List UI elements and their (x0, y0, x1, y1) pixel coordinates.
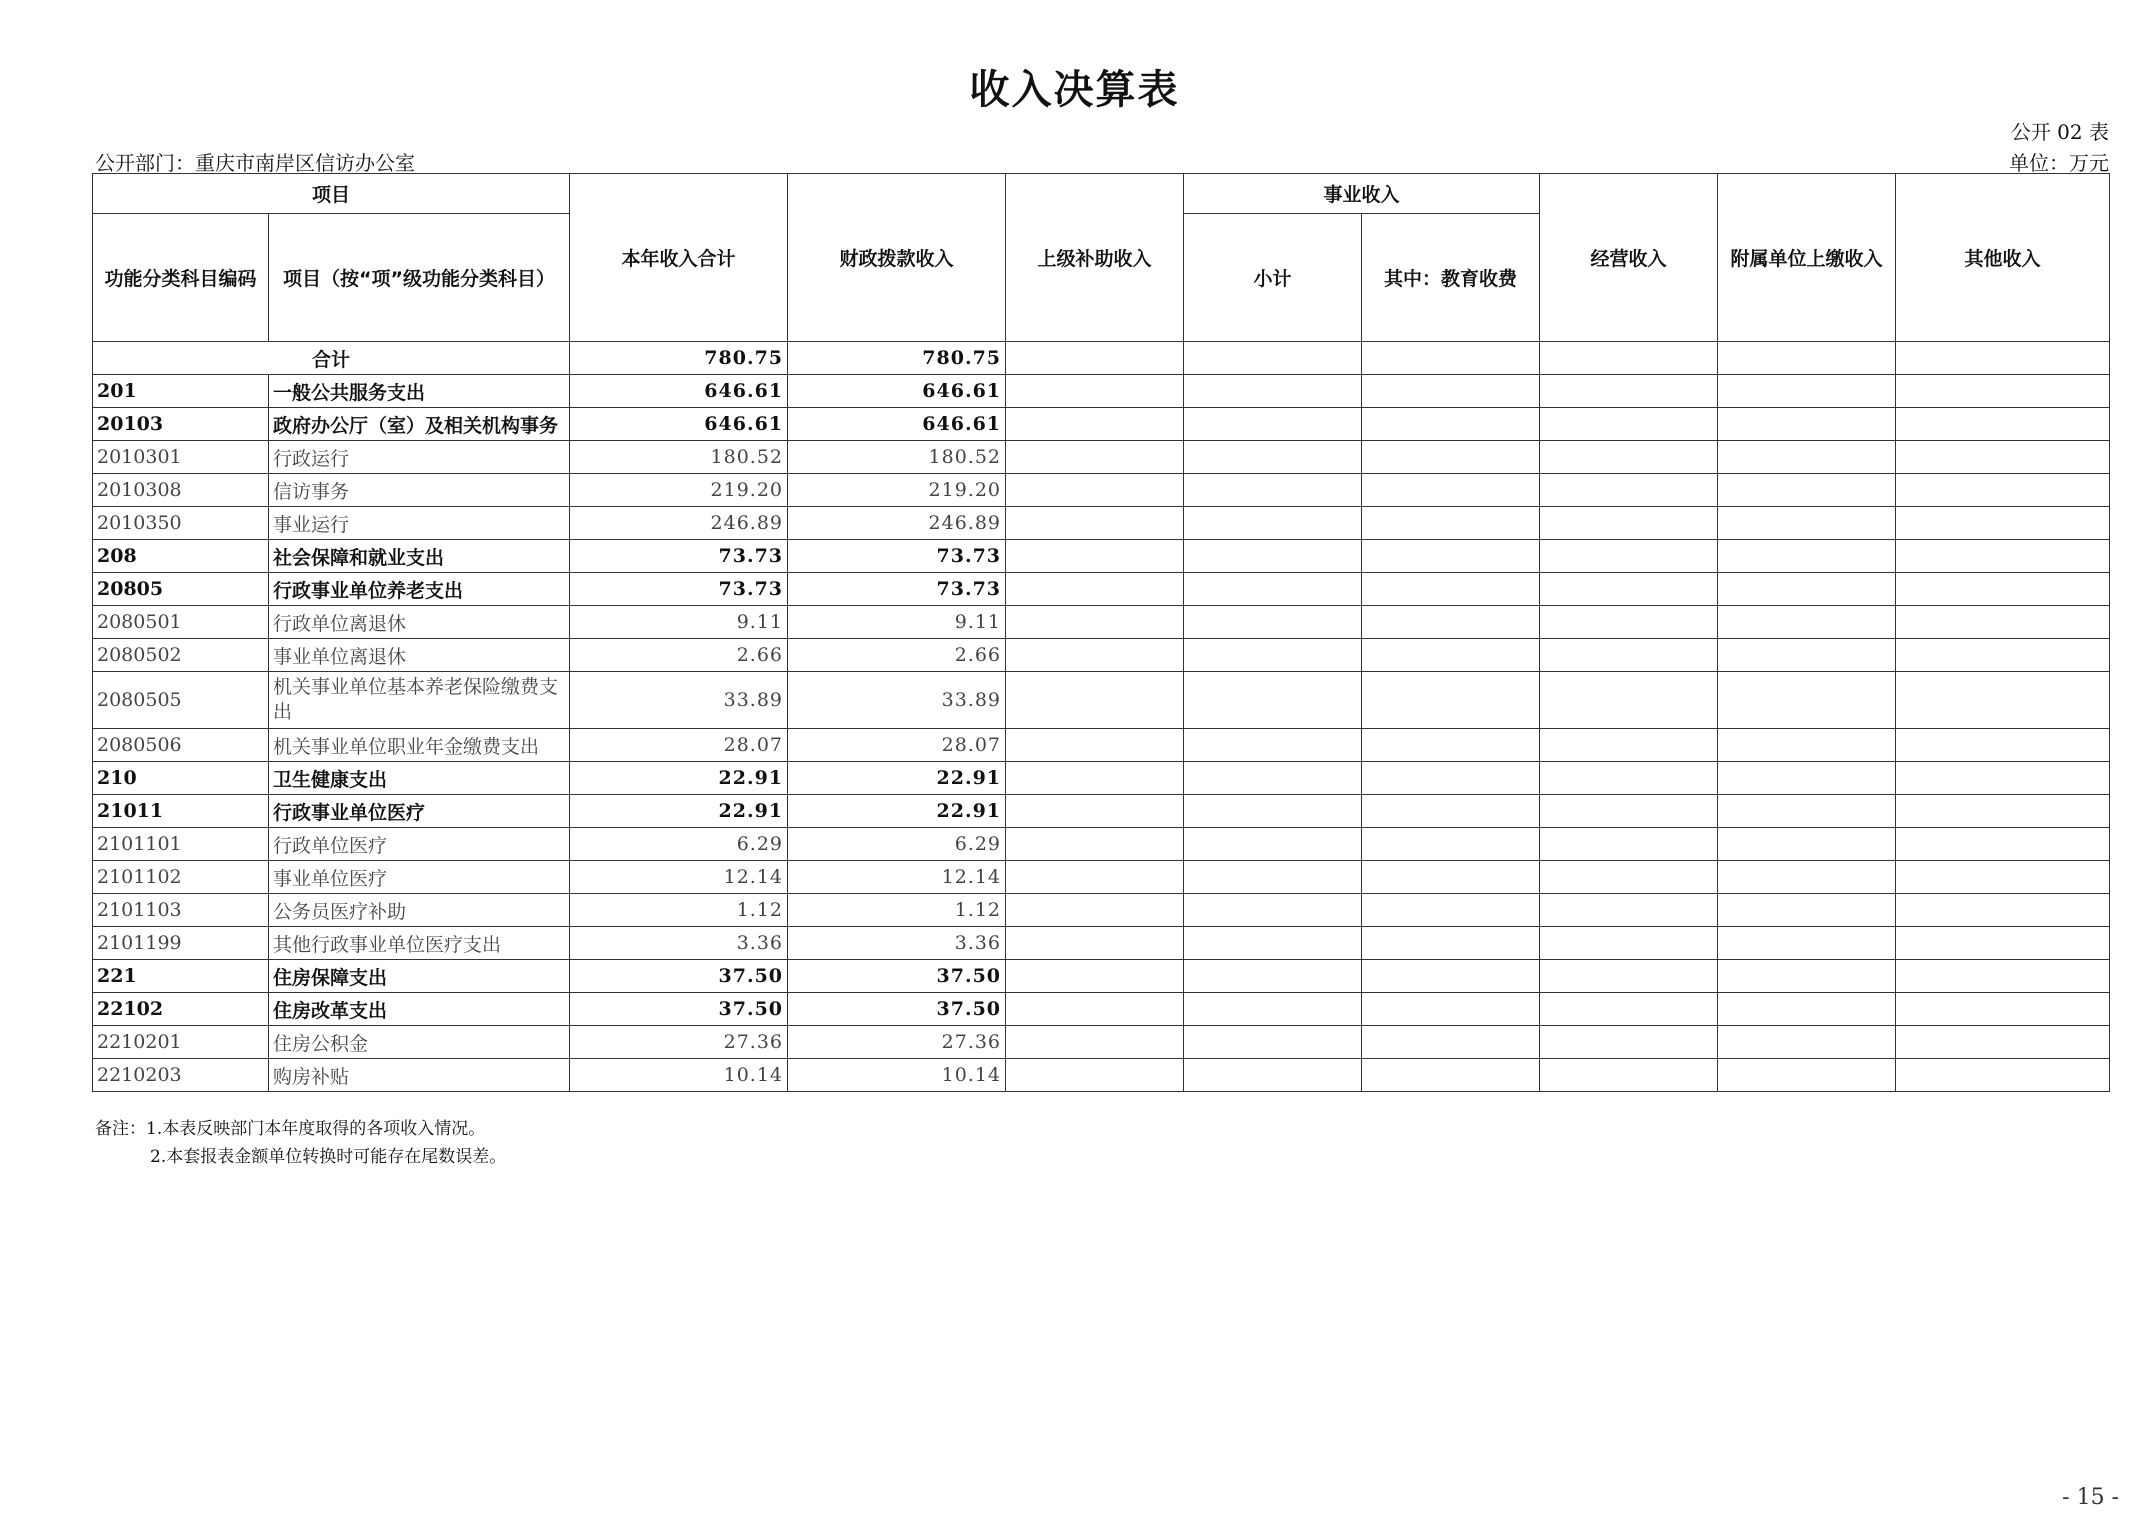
empty-cell (1184, 573, 1362, 606)
empty-cell (1184, 672, 1362, 729)
name-cell: 公务员医疗补助 (269, 894, 570, 927)
total-income-cell: 33.89 (570, 672, 788, 729)
total-income-cell: 180.52 (570, 441, 788, 474)
empty-cell (1896, 639, 2110, 672)
name-cell: 行政单位医疗 (269, 828, 570, 861)
name-cell: 事业运行 (269, 507, 570, 540)
total-label: 合计 (93, 342, 570, 375)
empty-cell (1718, 507, 1896, 540)
code-cell: 2210203 (93, 1059, 269, 1092)
empty-cell (1184, 441, 1362, 474)
name-cell: 行政单位离退休 (269, 606, 570, 639)
empty-cell (1540, 540, 1718, 573)
empty-cell (1896, 861, 2110, 894)
empty-cell (1184, 1026, 1362, 1059)
empty-cell (1184, 1059, 1362, 1092)
empty-cell (1006, 861, 1184, 894)
fiscal-cell: 1.12 (788, 894, 1006, 927)
total-income-cell: 73.73 (570, 573, 788, 606)
fiscal-cell: 22.91 (788, 795, 1006, 828)
total-income-cell: 646.61 (570, 375, 788, 408)
empty-cell (1006, 639, 1184, 672)
empty-cell (1540, 1059, 1718, 1092)
empty-cell (1540, 1026, 1718, 1059)
empty-cell (1362, 993, 1540, 1026)
code-cell: 2101102 (93, 861, 269, 894)
empty-cell (1184, 795, 1362, 828)
empty-cell (1540, 342, 1718, 375)
name-cell: 住房保障支出 (269, 960, 570, 993)
empty-cell (1896, 795, 2110, 828)
empty-cell (1896, 375, 2110, 408)
name-cell: 信访事务 (269, 474, 570, 507)
empty-cell (1184, 960, 1362, 993)
total-income-cell: 3.36 (570, 927, 788, 960)
empty-cell (1896, 993, 2110, 1026)
empty-cell (1184, 606, 1362, 639)
header-subtotal: 小计 (1184, 214, 1362, 342)
empty-cell (1006, 474, 1184, 507)
name-cell: 政府办公厅（室）及相关机构事务 (269, 408, 570, 441)
fiscal-cell: 37.50 (788, 993, 1006, 1026)
name-cell: 购房补贴 (269, 1059, 570, 1092)
empty-cell (1896, 540, 2110, 573)
total-income-cell: 12.14 (570, 861, 788, 894)
empty-cell (1540, 861, 1718, 894)
name-cell: 一般公共服务支出 (269, 375, 570, 408)
empty-cell (1540, 507, 1718, 540)
empty-cell (1006, 573, 1184, 606)
fiscal-cell: 10.14 (788, 1059, 1006, 1092)
fiscal-cell: 180.52 (788, 441, 1006, 474)
note-1: 备注：1.本表反映部门本年度取得的各项收入情况。 (95, 1119, 486, 1139)
empty-cell (1362, 762, 1540, 795)
code-cell: 2101101 (93, 828, 269, 861)
empty-cell (1718, 606, 1896, 639)
code-cell: 208 (93, 540, 269, 573)
empty-cell (1006, 828, 1184, 861)
fiscal-cell: 37.50 (788, 960, 1006, 993)
empty-cell (1896, 573, 2110, 606)
table-row (93, 1059, 2110, 1092)
code-cell: 20103 (93, 408, 269, 441)
form-number: 公开 02 表 (2010, 120, 2109, 144)
empty-cell (1184, 540, 1362, 573)
fiscal-cell: 646.61 (788, 408, 1006, 441)
empty-cell (1184, 507, 1362, 540)
empty-cell (1184, 729, 1362, 762)
empty-cell (1540, 828, 1718, 861)
empty-cell (1896, 762, 2110, 795)
empty-cell (1540, 375, 1718, 408)
department-label: 公开部门：重庆市南岸区信访办公室 (95, 151, 415, 175)
empty-cell (1184, 474, 1362, 507)
empty-cell (1540, 927, 1718, 960)
total-income-cell: 9.11 (570, 606, 788, 639)
empty-cell (1896, 729, 2110, 762)
empty-cell (1006, 795, 1184, 828)
empty-cell (1184, 375, 1362, 408)
table-row (93, 672, 2110, 729)
code-cell: 20805 (93, 573, 269, 606)
empty-cell (1362, 894, 1540, 927)
fiscal-cell: 33.89 (788, 672, 1006, 729)
empty-cell (1896, 606, 2110, 639)
name-cell: 行政运行 (269, 441, 570, 474)
empty-cell (1362, 795, 1540, 828)
empty-cell (1006, 1059, 1184, 1092)
header-other: 其他收入 (1896, 174, 2110, 342)
fiscal-cell: 27.36 (788, 1026, 1006, 1059)
empty-cell (1540, 672, 1718, 729)
name-cell: 社会保障和就业支出 (269, 540, 570, 573)
empty-cell (1718, 795, 1896, 828)
name-cell: 住房公积金 (269, 1026, 570, 1059)
empty-cell (1006, 1026, 1184, 1059)
name-cell: 事业单位离退休 (269, 639, 570, 672)
header-business-group: 事业收入 (1184, 174, 1540, 214)
code-cell: 21011 (93, 795, 269, 828)
empty-cell (1896, 672, 2110, 729)
header-code: 功能分类科目编码 (93, 214, 269, 342)
empty-cell (1006, 342, 1184, 375)
empty-cell (1718, 375, 1896, 408)
name-cell: 机关事业单位基本养老保险缴费支出 (269, 672, 570, 729)
empty-cell (1006, 507, 1184, 540)
code-cell: 2210201 (93, 1026, 269, 1059)
empty-cell (1718, 993, 1896, 1026)
notes (95, 1115, 506, 1171)
total-income-cell: 28.07 (570, 729, 788, 762)
table-row (93, 729, 2110, 762)
header-project-group: 项目 (93, 174, 570, 214)
total-income-cell: 646.61 (570, 408, 788, 441)
empty-cell (1540, 960, 1718, 993)
empty-cell (1540, 639, 1718, 672)
empty-cell (1006, 540, 1184, 573)
empty-cell (1362, 441, 1540, 474)
code-cell: 2080501 (93, 606, 269, 639)
empty-cell (1540, 762, 1718, 795)
fiscal-cell: 219.20 (788, 474, 1006, 507)
header-fiscal: 财政拨款收入 (788, 174, 1006, 342)
empty-cell (1896, 1059, 2110, 1092)
total-income-cell: 2.66 (570, 639, 788, 672)
empty-cell (1540, 441, 1718, 474)
empty-cell (1896, 408, 2110, 441)
empty-cell (1362, 927, 1540, 960)
table-row (93, 639, 2110, 672)
table-row (93, 795, 2110, 828)
empty-cell (1718, 441, 1896, 474)
empty-cell (1184, 993, 1362, 1026)
fiscal-cell: 12.14 (788, 861, 1006, 894)
code-cell: 201 (93, 375, 269, 408)
total-income-cell: 37.50 (570, 993, 788, 1026)
note-2: 2.本套报表金额单位转换时可能存在尾数误差。 (150, 1147, 507, 1167)
empty-cell (1006, 960, 1184, 993)
empty-cell (1896, 474, 2110, 507)
empty-cell (1896, 507, 2110, 540)
empty-cell (1540, 795, 1718, 828)
total-income-cell: 22.91 (570, 762, 788, 795)
empty-cell (1362, 540, 1540, 573)
code-cell: 2010301 (93, 441, 269, 474)
empty-cell (1718, 1026, 1896, 1059)
table-row (93, 993, 2110, 1026)
empty-cell (1540, 993, 1718, 1026)
empty-cell (1718, 762, 1896, 795)
empty-cell (1896, 894, 2110, 927)
table-row (93, 507, 2110, 540)
empty-cell (1006, 762, 1184, 795)
table-row (93, 894, 2110, 927)
empty-cell (1362, 507, 1540, 540)
total-income-cell: 219.20 (570, 474, 788, 507)
empty-cell (1362, 1059, 1540, 1092)
table-row (93, 474, 2110, 507)
code-cell: 22102 (93, 993, 269, 1026)
empty-cell (1896, 342, 2110, 375)
empty-cell (1362, 729, 1540, 762)
empty-cell (1184, 927, 1362, 960)
table-row (93, 861, 2110, 894)
empty-cell (1362, 639, 1540, 672)
fiscal-cell: 246.89 (788, 507, 1006, 540)
empty-cell (1184, 342, 1362, 375)
table-row (93, 408, 2110, 441)
code-cell: 2101103 (93, 894, 269, 927)
table-row (93, 828, 2110, 861)
empty-cell (1184, 639, 1362, 672)
table-row (93, 441, 2110, 474)
empty-cell (1896, 960, 2110, 993)
table-row (93, 606, 2110, 639)
empty-cell (1362, 342, 1540, 375)
total-income-cell: 6.29 (570, 828, 788, 861)
empty-cell (1540, 894, 1718, 927)
empty-cell (1718, 729, 1896, 762)
total-income-cell: 10.14 (570, 1059, 788, 1092)
code-cell: 2010308 (93, 474, 269, 507)
table-row-total (93, 342, 2110, 375)
empty-cell (1362, 1026, 1540, 1059)
table-row (93, 927, 2110, 960)
page-title: 收入决算表 (969, 67, 1180, 113)
fiscal-cell: 2.66 (788, 639, 1006, 672)
empty-cell (1006, 927, 1184, 960)
header-affiliated: 附属单位上缴收入 (1718, 174, 1896, 342)
code-cell: 210 (93, 762, 269, 795)
empty-cell (1184, 408, 1362, 441)
fiscal-cell: 22.91 (788, 762, 1006, 795)
fiscal-cell: 646.61 (788, 375, 1006, 408)
empty-cell (1362, 828, 1540, 861)
name-cell: 住房改革支出 (269, 993, 570, 1026)
empty-cell (1718, 1059, 1896, 1092)
code-cell: 2080505 (93, 672, 269, 729)
empty-cell (1718, 639, 1896, 672)
table-row (93, 960, 2110, 993)
fiscal-cell: 73.73 (788, 573, 1006, 606)
empty-cell (1184, 861, 1362, 894)
empty-cell (1362, 573, 1540, 606)
fiscal-cell: 73.73 (788, 540, 1006, 573)
code-cell: 2010350 (93, 507, 269, 540)
empty-cell (1362, 672, 1540, 729)
empty-cell (1184, 828, 1362, 861)
empty-cell (1006, 375, 1184, 408)
table-row (93, 573, 2110, 606)
empty-cell (1006, 993, 1184, 1026)
empty-cell (1540, 606, 1718, 639)
code-cell: 2080506 (93, 729, 269, 762)
name-cell: 机关事业单位职业年金缴费支出 (269, 729, 570, 762)
income-statement-table (92, 173, 2110, 1092)
fiscal-cell: 28.07 (788, 729, 1006, 762)
empty-cell (1362, 375, 1540, 408)
empty-cell (1540, 573, 1718, 606)
empty-cell (1006, 894, 1184, 927)
empty-cell (1006, 672, 1184, 729)
empty-cell (1718, 573, 1896, 606)
empty-cell (1718, 540, 1896, 573)
table-row (93, 375, 2110, 408)
code-cell: 2101199 (93, 927, 269, 960)
empty-cell (1718, 408, 1896, 441)
empty-cell (1896, 1026, 2110, 1059)
empty-cell (1718, 342, 1896, 375)
empty-cell (1540, 408, 1718, 441)
total-income-cell: 37.50 (570, 960, 788, 993)
empty-cell (1362, 861, 1540, 894)
empty-cell (1006, 441, 1184, 474)
empty-cell (1362, 474, 1540, 507)
empty-cell (1006, 408, 1184, 441)
header-total: 本年收入合计 (570, 174, 788, 342)
empty-cell (1718, 894, 1896, 927)
code-cell: 221 (93, 960, 269, 993)
table-row (93, 1026, 2110, 1059)
empty-cell (1362, 408, 1540, 441)
empty-cell (1718, 672, 1896, 729)
empty-cell (1718, 828, 1896, 861)
empty-cell (1896, 828, 2110, 861)
total-income-cell: 73.73 (570, 540, 788, 573)
header-superior: 上级补助收入 (1006, 174, 1184, 342)
fiscal-cell: 6.29 (788, 828, 1006, 861)
name-cell: 事业单位医疗 (269, 861, 570, 894)
empty-cell (1184, 762, 1362, 795)
empty-cell (1718, 927, 1896, 960)
empty-cell (1896, 927, 2110, 960)
fiscal-cell: 9.11 (788, 606, 1006, 639)
name-cell: 行政事业单位医疗 (269, 795, 570, 828)
table-row (93, 540, 2110, 573)
empty-cell (1540, 729, 1718, 762)
empty-cell (1006, 606, 1184, 639)
empty-cell (1718, 861, 1896, 894)
header-operating: 经营收入 (1540, 174, 1718, 342)
code-cell: 2080502 (93, 639, 269, 672)
total-fiscal-cell: 780.75 (788, 342, 1006, 375)
header-name: 项目（按“项”级功能分类科目） (269, 214, 570, 342)
empty-cell (1362, 606, 1540, 639)
empty-cell (1540, 474, 1718, 507)
header-education: 其中：教育收费 (1362, 214, 1540, 342)
empty-cell (1006, 729, 1184, 762)
page-number: - 15 - (2062, 1485, 2119, 1510)
empty-cell (1362, 960, 1540, 993)
total-income-cell: 1.12 (570, 894, 788, 927)
fiscal-cell: 3.36 (788, 927, 1006, 960)
table-row (93, 762, 2110, 795)
total-income-cell: 22.91 (570, 795, 788, 828)
empty-cell (1896, 441, 2110, 474)
total-income-cell: 246.89 (570, 507, 788, 540)
empty-cell (1184, 894, 1362, 927)
total-income-cell: 27.36 (570, 1026, 788, 1059)
empty-cell (1718, 960, 1896, 993)
name-cell: 其他行政事业单位医疗支出 (269, 927, 570, 960)
name-cell: 卫生健康支出 (269, 762, 570, 795)
total-income-cell: 780.75 (570, 342, 788, 375)
name-cell: 行政事业单位养老支出 (269, 573, 570, 606)
unit-label: 单位：万元 (2009, 151, 2109, 175)
empty-cell (1718, 474, 1896, 507)
